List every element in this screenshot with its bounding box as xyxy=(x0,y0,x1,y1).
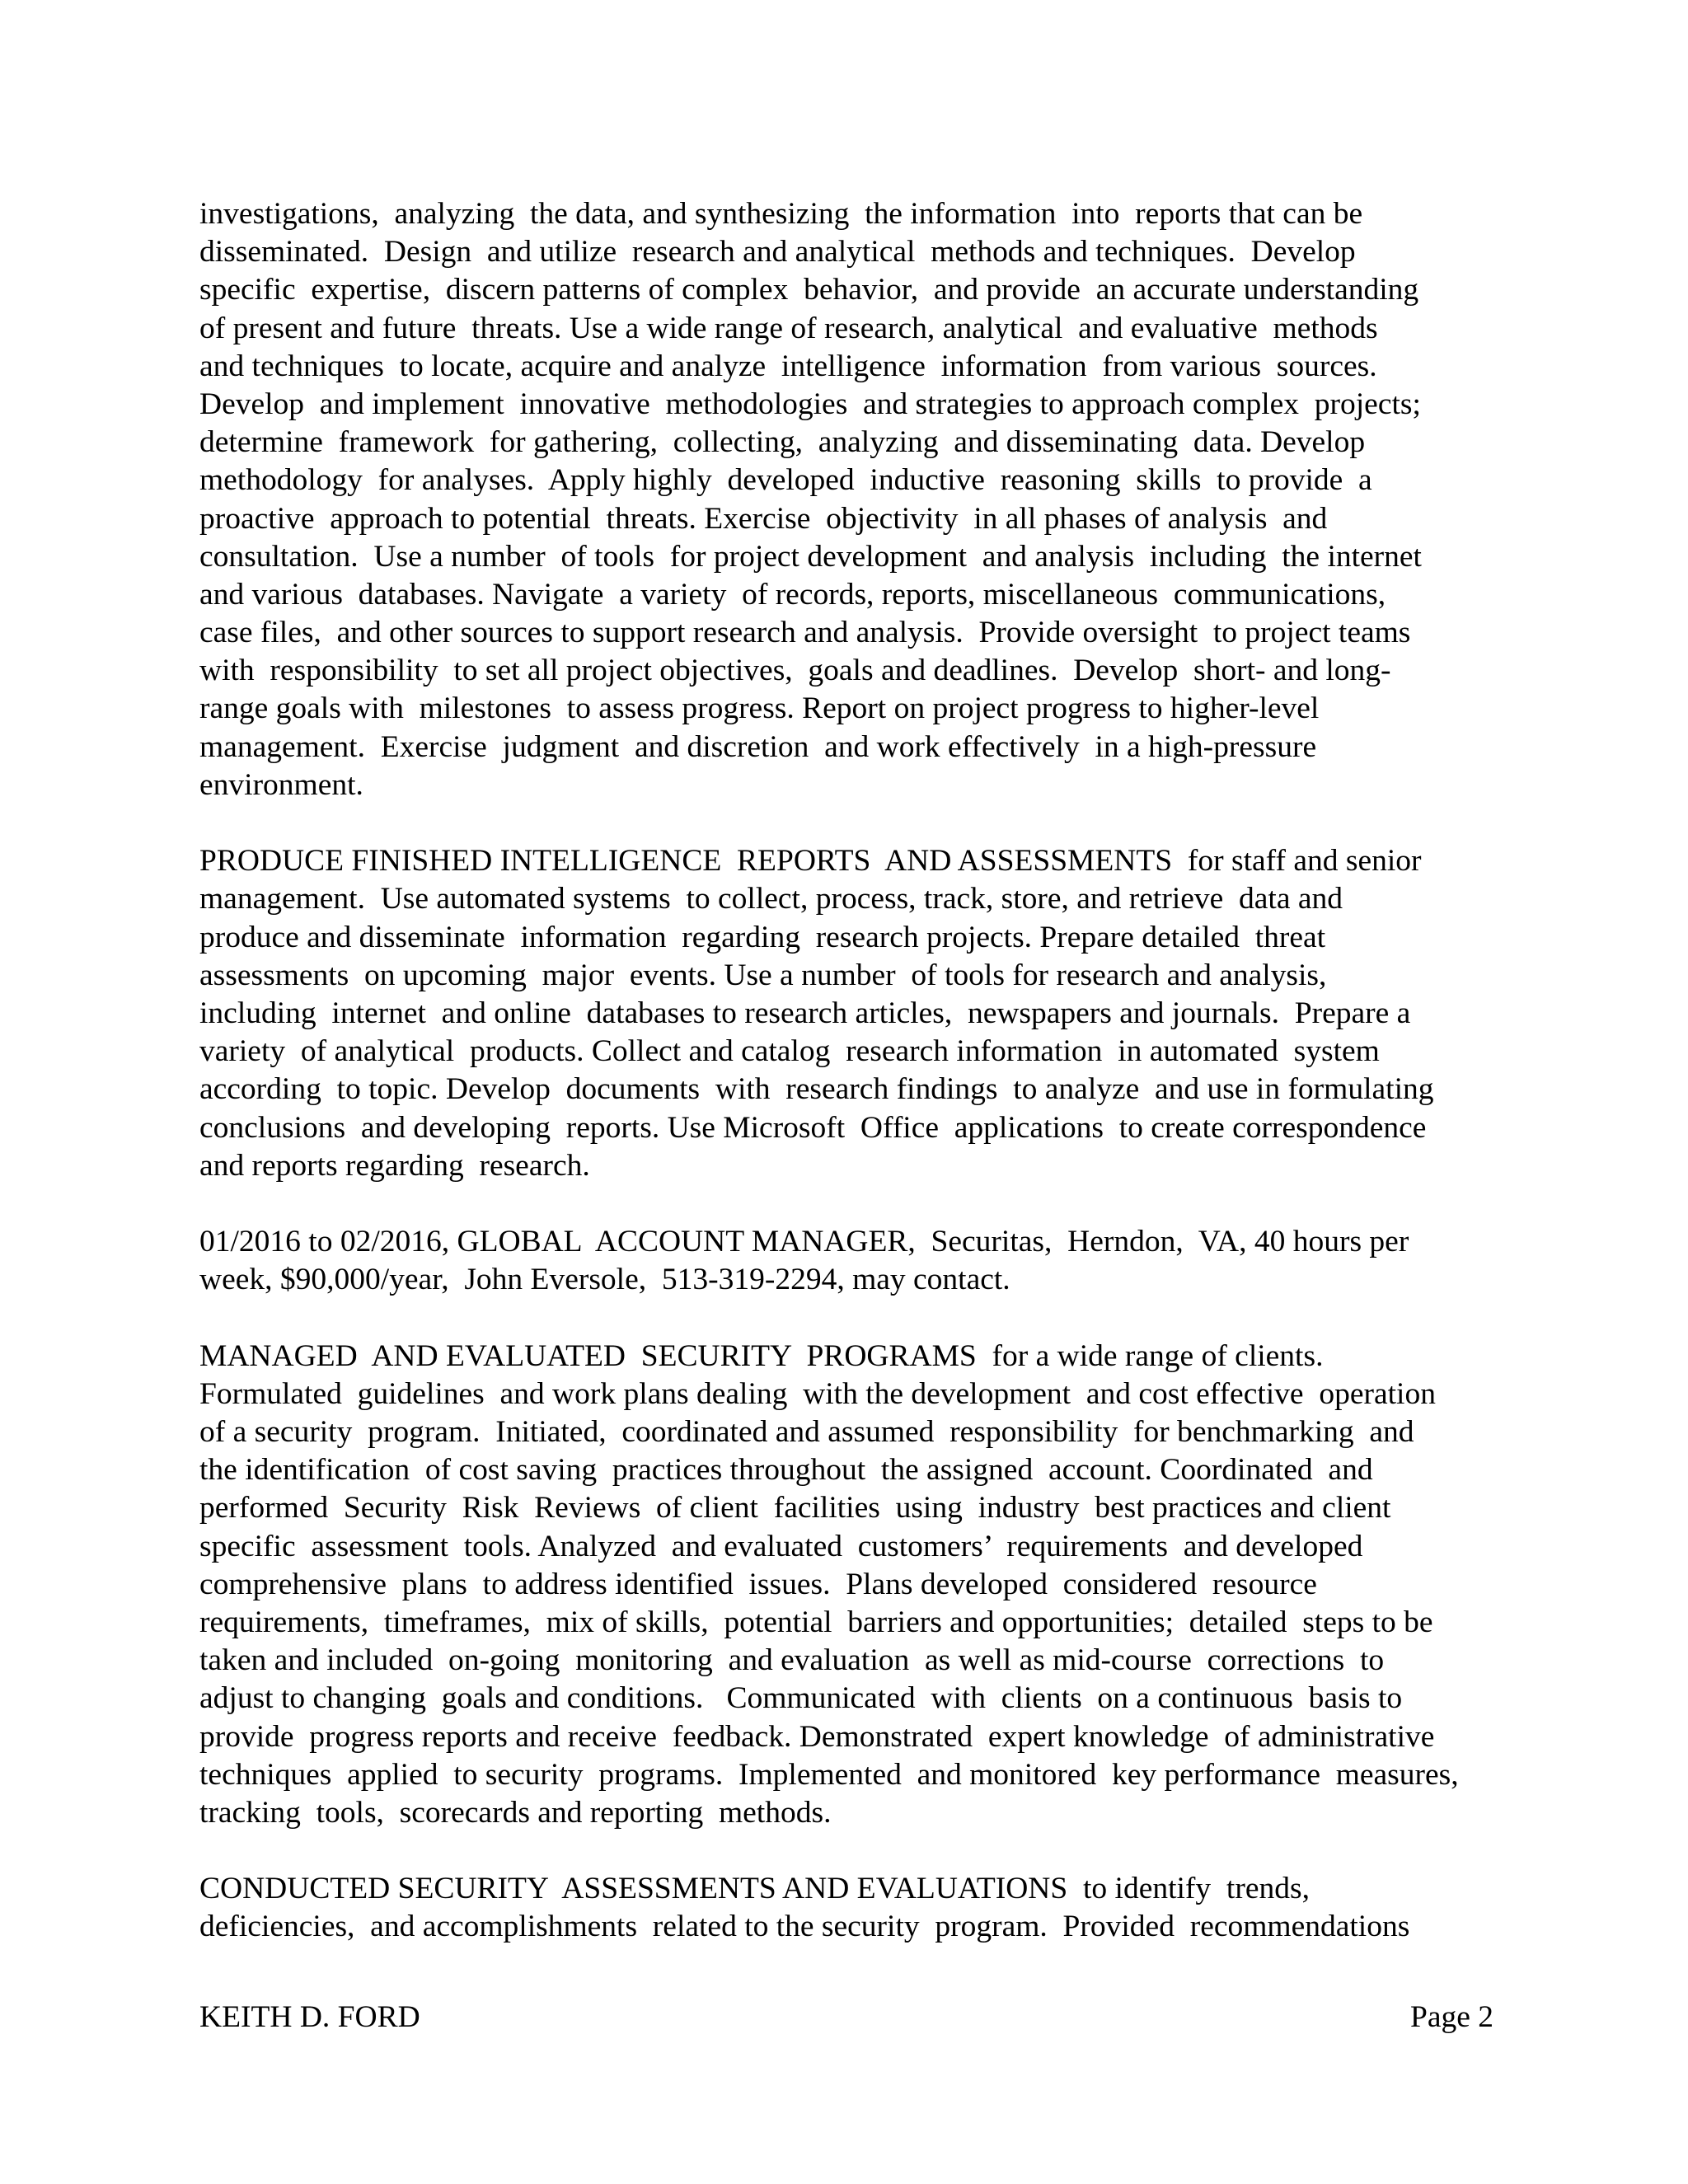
text-line: deficiencies, and accomplishments related to the security program. Provided recommendations xyxy=(199,1910,1410,1944)
text-line: adjust to changing goals and conditions. Communicated with clients on a continuous basis to xyxy=(199,1681,1403,1716)
text-line: environment. xyxy=(199,767,363,802)
text-line: comprehensive plans to address identified issues. Plans developed considered resource xyxy=(199,1567,1317,1601)
paragraph-gap xyxy=(199,804,1493,842)
resume-body-text xyxy=(199,195,1493,1947)
text-line: of present and future threats. Use a wide range of research, analytical and evaluative methods xyxy=(199,311,1378,345)
text-line: management. Exercise judgment and discretion and work effectively in a high-pressure xyxy=(199,729,1317,764)
footer-author-name: KEITH D. FORD xyxy=(199,2000,420,2034)
text-line: proactive approach to potential threats. Exercise objectivity in all phases of analysis and xyxy=(199,501,1328,536)
text-line: of a security program. Initiated, coordinated and assumed responsibility for benchmarking and xyxy=(199,1415,1414,1449)
text-line: management. Use automated systems to collect, process, track, store, and retrieve data and xyxy=(199,882,1343,916)
text-line: techniques applied to security programs. Implemented and monitored key performance measures, xyxy=(199,1757,1459,1792)
footer-page-number: Page 2 xyxy=(1409,2000,1493,2034)
text-line: and various databases. Navigate a variety of records, reports, miscellaneous communications, xyxy=(199,577,1386,612)
text-line: tracking tools, scorecards and reporting methods. xyxy=(199,1795,832,1830)
text-line: range goals with milestones to assess progress. Report on project progress to higher-level xyxy=(199,691,1320,726)
text-line: case files, and other sources to support research and analysis. Provide oversight to project teams xyxy=(199,616,1411,650)
paragraph-gap xyxy=(199,1299,1493,1337)
text-line: specific assessment tools. Analyzed and evaluated customers’ requirements and developed xyxy=(199,1529,1363,1563)
text-line: assessments on upcoming major events. Use a number of tools for research and analysis, xyxy=(199,958,1327,992)
paragraph xyxy=(199,195,1493,804)
text-line: Develop and implement innovative methodologies and strategies to approach complex projects; xyxy=(199,387,1421,421)
paragraph xyxy=(199,1338,1493,1832)
text-line: specific expertise, discern patterns of complex behavior, and provide an accurate understanding xyxy=(199,273,1419,307)
text-line: provide progress reports and receive feedback. Demonstrated expert knowledge of administrative xyxy=(199,1719,1435,1754)
text-line: determine framework for gathering, collecting, analyzing and disseminating data. Develop xyxy=(199,425,1366,460)
paragraph xyxy=(199,1870,1493,1946)
text-line: investigations, analyzing the data, and synthesizing the information into reports that can be xyxy=(199,197,1363,231)
text-line: performed Security Risk Reviews of client facilities using industry best practices and client xyxy=(199,1491,1391,1526)
text-line: with responsibility to set all project objectives, goals and deadlines. Develop short- and long- xyxy=(199,654,1391,688)
text-line: including internet and online databases to research articles, newspapers and journals. Prepare a xyxy=(199,996,1411,1030)
text-line: requirements, timeframes, mix of skills, potential barriers and opportunities; detailed steps to be xyxy=(199,1605,1433,1639)
paragraph xyxy=(199,1223,1493,1299)
text-line: variety of analytical products. Collect and catalog research information in automated system xyxy=(199,1034,1380,1069)
text-line: MANAGED AND EVALUATED SECURITY PROGRAMS for a wide range of clients. xyxy=(199,1338,1324,1373)
text-line: PRODUCE FINISHED INTELLIGENCE REPORTS AND ASSESSMENTS for staff and senior xyxy=(199,844,1422,879)
paragraph-gap xyxy=(199,1185,1493,1223)
text-line: methodology for analyses. Apply highly developed inductive reasoning skills to provide a xyxy=(199,463,1372,498)
text-line: Formulated guidelines and work plans dealing with the development and cost effective operation xyxy=(199,1376,1436,1411)
text-line: week, $90,000/year, John Eversole, 513-319-2294, may contact. xyxy=(199,1263,1010,1297)
text-line: consultation. Use a number of tools for project development and analysis including the internet xyxy=(199,539,1422,574)
text-line: CONDUCTED SECURITY ASSESSMENTS AND EVALUATIONS to identify trends, xyxy=(199,1872,1310,1906)
text-line: taken and included on-going monitoring and evaluation as well as mid-course corrections to xyxy=(199,1643,1385,1678)
text-line: disseminated. Design and utilize research and analytical methods and techniques. Develop xyxy=(199,235,1356,269)
text-line: according to topic. Develop documents with research findings to analyze and use in formulating xyxy=(199,1072,1434,1107)
text-line: conclusions and developing reports. Use Microsoft Office applications to create correspondence xyxy=(199,1110,1427,1145)
text-line: and techniques to locate, acquire and analyze intelligence information from various sources. xyxy=(199,349,1377,383)
text-line: 01/2016 to 02/2016, GLOBAL ACCOUNT MANAGER, Securitas, Herndon, VA, 40 hours per xyxy=(199,1225,1409,1259)
paragraph xyxy=(199,842,1493,1185)
text-line: the identification of cost saving practices throughout the assigned account. Coordinated and xyxy=(199,1453,1373,1488)
paragraph-gap xyxy=(199,1832,1493,1870)
text-line: and reports regarding research. xyxy=(199,1148,590,1183)
text-line: produce and disseminate information regarding research projects. Prepare detailed threat xyxy=(199,920,1326,954)
